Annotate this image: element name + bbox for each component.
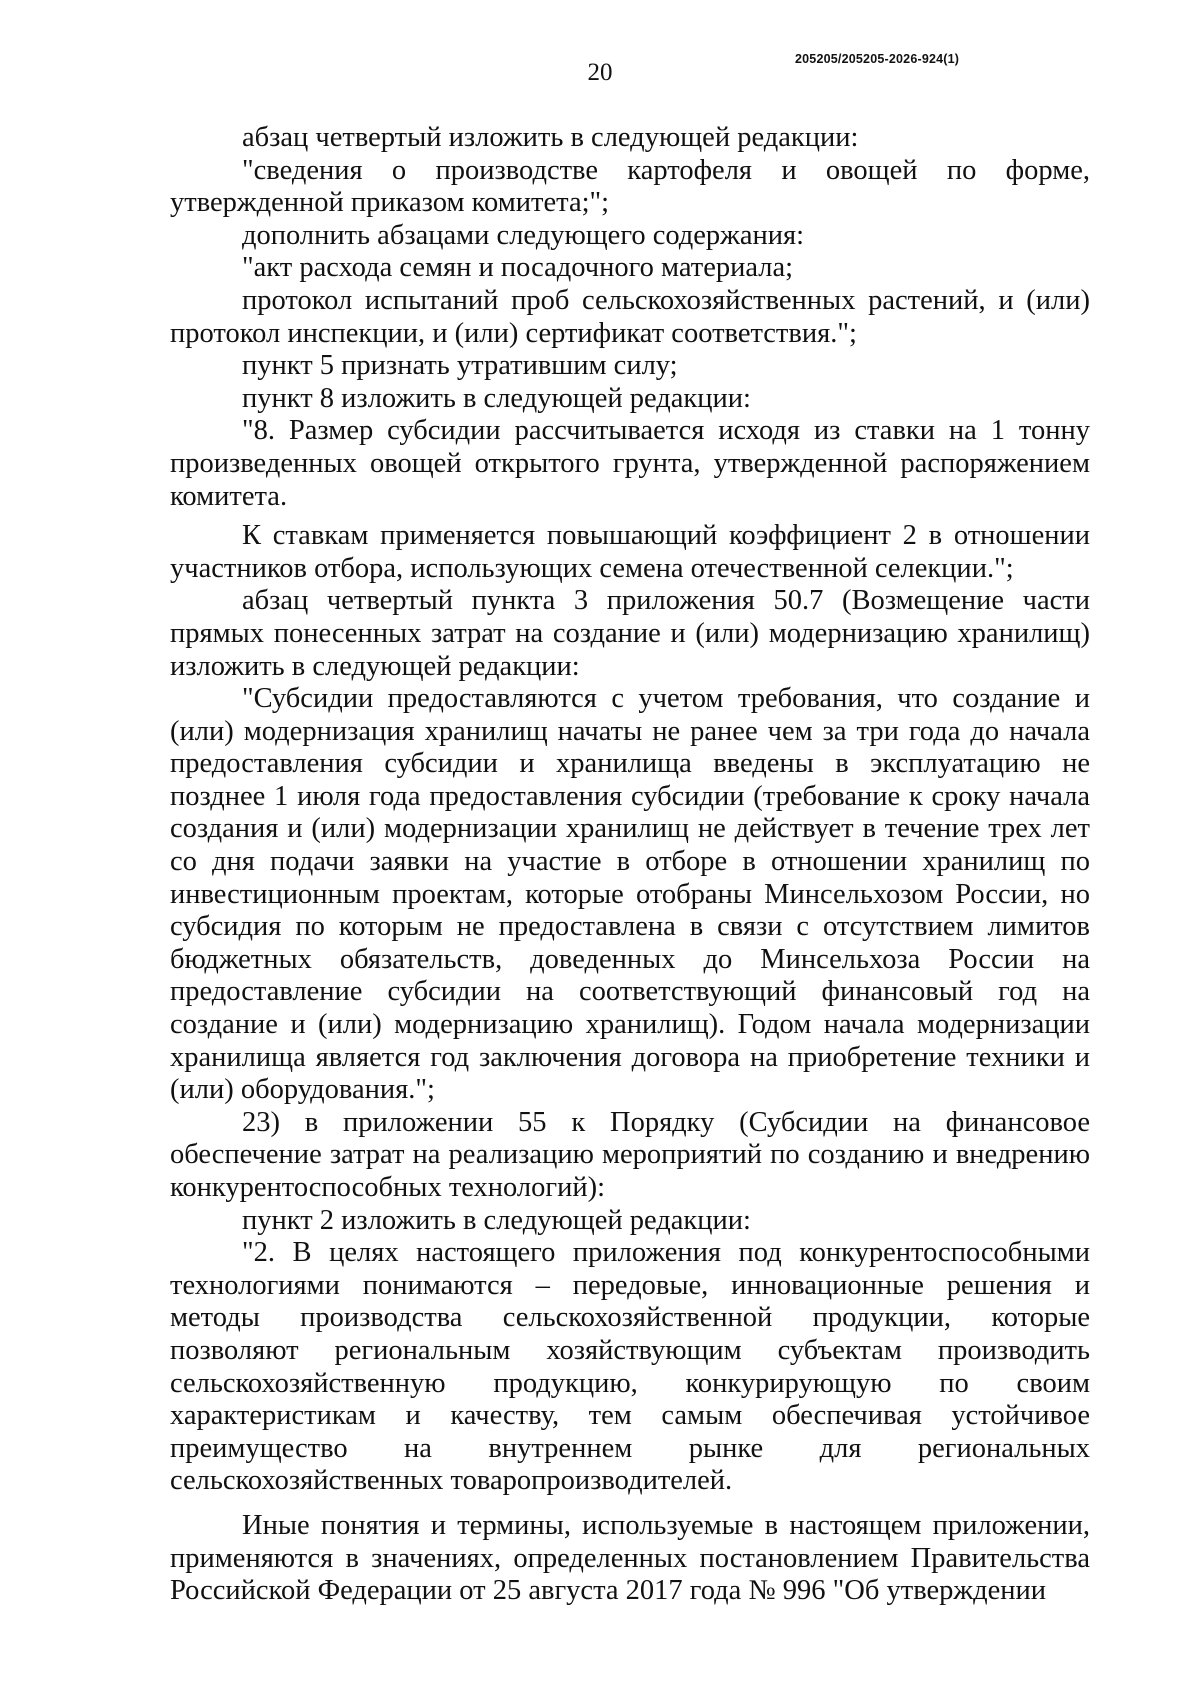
paragraph: дополнить абзацами следующего содержания:: [242, 219, 805, 251]
paragraph: "2. В целях настоящего приложения под конкурентоспособными технологиями понимаются – передовые, инновационные решения и методы производства сельскохозяйственной продукции, которые позволяют региональным хозяйствующим субъектам производить сельскохозяйственную продукцию, конкурирующую по своим характеристикам и качеству, тем самым обеспечивая устойчивое преимущество на внутреннем рынке для региональных сельскохозяйственных товаропроизводителей.: [170, 1237, 1090, 1497]
paragraph: 23) в приложении 55 к Порядку (Субсидии на финансовое обеспечение затрат на реализацию мероприятий по созданию и внедрению конкурентоспособных технологий):: [170, 1106, 1090, 1203]
paragraph: абзац четвертый изложить в следующей редакции:: [242, 122, 859, 153]
page-number: 20: [587, 59, 613, 86]
paragraph: К ставкам применяется повышающий коэффициент 2 в отношении участников отбора, использующих семена отечественной селекции.";: [170, 520, 1090, 584]
paragraph: "акт расхода семян и посадочного материала;: [242, 252, 794, 284]
paragraph: "Субсидии предоставляются с учетом требования, что создание и (или) модернизация хранилищ начаты не ранее чем за три года до начала предоставления субсидии и хранилища введены в эксплуатацию не позднее 1 июля года предоставления субсидии (требование к сроку начала создания и (или) модернизации хранилищ не действует в течение трех лет со дня подачи заявки на участие в отборе в отношении хранилищ по инвестиционным проектам, которые отобраны Минсельхозом России, но субсидия по которым не предоставлена в связи с отсутствием лимитов бюджетных обязательств, доведенных до Минсельхоза России на предоставление субсидии на соответствующий финансовый год на создание и (или) модернизацию хранилищ). Годом начала модернизации хранилища является год заключения договора на приобретение техники и (или) оборудования.";: [170, 683, 1090, 1106]
paragraph: "сведения о производстве картофеля и овощей по форме, утвержденной приказом комитета;";: [170, 154, 1090, 219]
document-body: [170, 122, 1090, 1608]
paragraph: пункт 2 изложить в следующей редакции:: [242, 1204, 751, 1236]
paragraph: пункт 5 признать утратившим силу;: [242, 350, 678, 382]
paragraph: пункт 8 изложить в следующей редакции:: [242, 382, 751, 414]
document-code: 205205/205205-2026-924(1): [795, 52, 960, 66]
paragraph: Иные понятия и термины, используемые в настоящем приложении, применяются в значениях, определенных постановлением Правительства Российской Федерации от 25 августа 2017 года № 996 "Об утверждении: [170, 1509, 1090, 1607]
paragraph: "8. Размер субсидии рассчитывается исходя из ставки на 1 тонну произведенных овощей открытого грунта, утвержденной распоряжением комитета.: [170, 415, 1090, 512]
paragraph: абзац четвертый пункта 3 приложения 50.7 (Возмещение части прямых понесенных затрат на создание и (или) модернизацию хранилищ) изложить в следующей редакции:: [170, 585, 1090, 682]
paragraph: протокол испытаний проб сельскохозяйственных растений, и (или) протокол инспекции, и (или) сертификат соответствия.";: [170, 284, 1090, 349]
